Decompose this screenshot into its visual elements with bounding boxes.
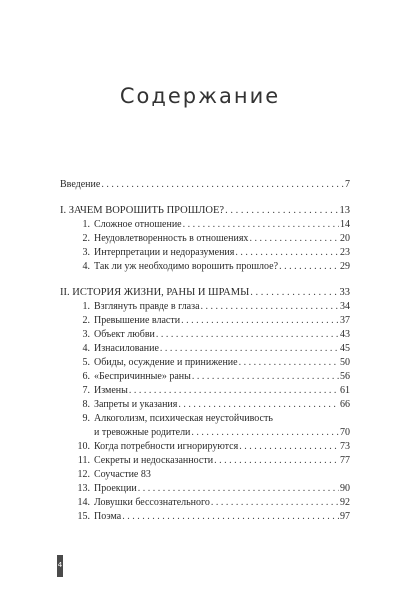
- toc-entry[interactable]: [60, 260, 350, 274]
- leader-dots: [250, 286, 338, 300]
- toc-entry-number: 3.: [82, 247, 90, 258]
- toc-entry-page: 37: [340, 315, 350, 326]
- toc-entry-page: 73: [340, 441, 350, 452]
- toc-entry[interactable]: [60, 384, 350, 398]
- toc-entry-page: 23: [340, 247, 350, 258]
- toc-entry-title: Превышение власти: [94, 315, 181, 326]
- toc-entry-page: 14: [340, 219, 350, 230]
- toc-entry-number: 6.: [82, 371, 90, 382]
- toc-entry-title: Когда потребности игнорируются: [94, 441, 239, 452]
- toc-entry-page: 61: [340, 385, 350, 396]
- toc-entry-title: Измены: [94, 385, 128, 396]
- toc-entry-page: 50: [340, 357, 350, 368]
- toc-entry[interactable]: [60, 440, 350, 454]
- toc-entry-title: Обиды, осуждение и принижение: [94, 357, 238, 368]
- toc-entry-number: 5.: [82, 357, 90, 368]
- toc-entry-title: Так ли уж необходимо ворошить прошлое?: [94, 261, 279, 272]
- toc-entry[interactable]: [60, 300, 350, 314]
- leader-dots: [156, 328, 339, 342]
- toc-entry[interactable]: [60, 496, 350, 510]
- toc-entry[interactable]: [60, 454, 350, 468]
- leader-dots: [211, 496, 339, 510]
- toc-entry[interactable]: [60, 218, 350, 232]
- toc-entry[interactable]: [60, 314, 350, 328]
- page-title: Содержание: [119, 84, 281, 108]
- toc-entry-page: 70: [340, 427, 350, 438]
- toc-entry-page: 56: [340, 371, 350, 382]
- toc-entry-page: 20: [340, 233, 350, 244]
- toc-entry[interactable]: [60, 232, 350, 246]
- toc-entry-title: Интерпретации и недоразумения: [94, 247, 235, 258]
- toc-entry-title: Изнасилование: [94, 343, 159, 354]
- toc-entry-number: 2.: [82, 315, 90, 326]
- toc-entry-number: 11.: [77, 455, 90, 466]
- toc-entry-number: 1.: [82, 301, 90, 312]
- leader-dots: [122, 510, 339, 524]
- leader-dots: [239, 440, 339, 454]
- leader-dots: [183, 218, 339, 232]
- toc-entry-number: 1.: [82, 219, 90, 230]
- leader-dots: [178, 398, 339, 412]
- toc-entry[interactable]: [60, 342, 350, 356]
- toc-part-2[interactable]: [60, 286, 350, 300]
- toc-entry-page: 77: [340, 455, 350, 466]
- toc-entry[interactable]: [60, 370, 350, 384]
- toc-entry-title: «Беспричинные» раны: [94, 371, 191, 382]
- toc-entry-page: 34: [340, 301, 350, 312]
- toc-entry-number: 10.: [77, 441, 90, 452]
- leader-dots: [129, 384, 339, 398]
- toc-part-title: II. ИСТОРИЯ ЖИЗНИ, РАНЫ И ШРАМЫ: [60, 287, 250, 298]
- toc-entry-page: 29: [340, 261, 350, 272]
- leader-dots: [249, 232, 339, 246]
- table-of-contents: [60, 178, 350, 524]
- toc-entry-number: 12.: [77, 469, 90, 480]
- leader-dots: [101, 178, 344, 192]
- toc-entry-title: Поэма: [94, 511, 122, 522]
- toc-entry-number: 13.: [77, 483, 90, 494]
- toc-entry-number: 4.: [82, 343, 90, 354]
- toc-entry[interactable]: [60, 398, 350, 412]
- toc-entry-title: Секреты и недосказанности: [94, 455, 214, 466]
- toc-entry-number: 3.: [82, 329, 90, 340]
- leader-dots: [225, 204, 338, 218]
- toc-entry[interactable]: [60, 356, 350, 370]
- toc-entry-title: Ловушки бессознательного: [94, 497, 210, 508]
- toc-entry-number: 15.: [77, 511, 90, 522]
- toc-entry[interactable]: [60, 328, 350, 342]
- leader-dots: [191, 426, 339, 440]
- toc-entry-page: 45: [340, 343, 350, 354]
- leader-dots: [201, 300, 339, 314]
- toc-entry[interactable]: [60, 246, 350, 260]
- toc-entry[interactable]: [60, 468, 350, 482]
- toc-entry-page: 92: [340, 497, 350, 508]
- toc-entry[interactable]: [60, 510, 350, 524]
- leader-dots: [239, 356, 339, 370]
- toc-entry-page: 7: [345, 179, 350, 190]
- toc-entry-title: Неудовлетворенность в отношениях: [94, 233, 249, 244]
- toc-entry-intro[interactable]: [60, 178, 350, 192]
- toc-entry-number: 4.: [82, 261, 90, 272]
- leader-dots: [138, 482, 339, 496]
- toc-entry-title: Объект любви: [94, 329, 155, 340]
- toc-part-title: I. ЗАЧЕМ ВОРОШИТЬ ПРОШЛОЕ?: [60, 205, 225, 216]
- toc-entry-number: 7.: [82, 385, 90, 396]
- toc-entry[interactable]: [60, 412, 350, 426]
- toc-entry-title: Сложное отношение: [94, 219, 182, 230]
- leader-dots: [279, 260, 339, 274]
- toc-entry-number: 2.: [82, 233, 90, 244]
- toc-entry-title: Проекции: [94, 483, 137, 494]
- toc-entry-page: 66: [340, 399, 350, 410]
- leader-dots: [160, 342, 339, 356]
- toc-part-page: 33: [339, 287, 350, 298]
- toc-entry-number: 9.: [82, 413, 90, 424]
- toc-entry-number: 14.: [77, 497, 90, 508]
- toc-entry-title-continuation: и тревожные родители: [94, 427, 191, 438]
- toc-entry-title: Запреты и указания: [94, 399, 178, 410]
- toc-entry-title: Соучастие 83: [94, 469, 151, 480]
- toc-entry[interactable]: [60, 482, 350, 496]
- toc-entry-continuation[interactable]: [60, 426, 350, 440]
- toc-entry-title: Введение: [60, 179, 101, 190]
- toc-part-page: 13: [339, 205, 350, 216]
- leader-dots: [192, 370, 339, 384]
- toc-part-1[interactable]: [60, 204, 350, 218]
- leader-dots: [181, 314, 339, 328]
- leader-dots: [214, 454, 339, 468]
- page-number-tab: [57, 555, 63, 577]
- toc-entry-page: 43: [340, 329, 350, 340]
- toc-entry-number: 8.: [82, 399, 90, 410]
- page-number: 4: [57, 561, 63, 569]
- toc-entry-title: Алкоголизм, психическая неустойчивость: [94, 413, 273, 424]
- toc-entry-page: 97: [340, 511, 350, 522]
- toc-entry-page: 90: [340, 483, 350, 494]
- toc-entry-title: Взглянуть правде в глаза: [94, 301, 200, 312]
- leader-dots: [235, 246, 339, 260]
